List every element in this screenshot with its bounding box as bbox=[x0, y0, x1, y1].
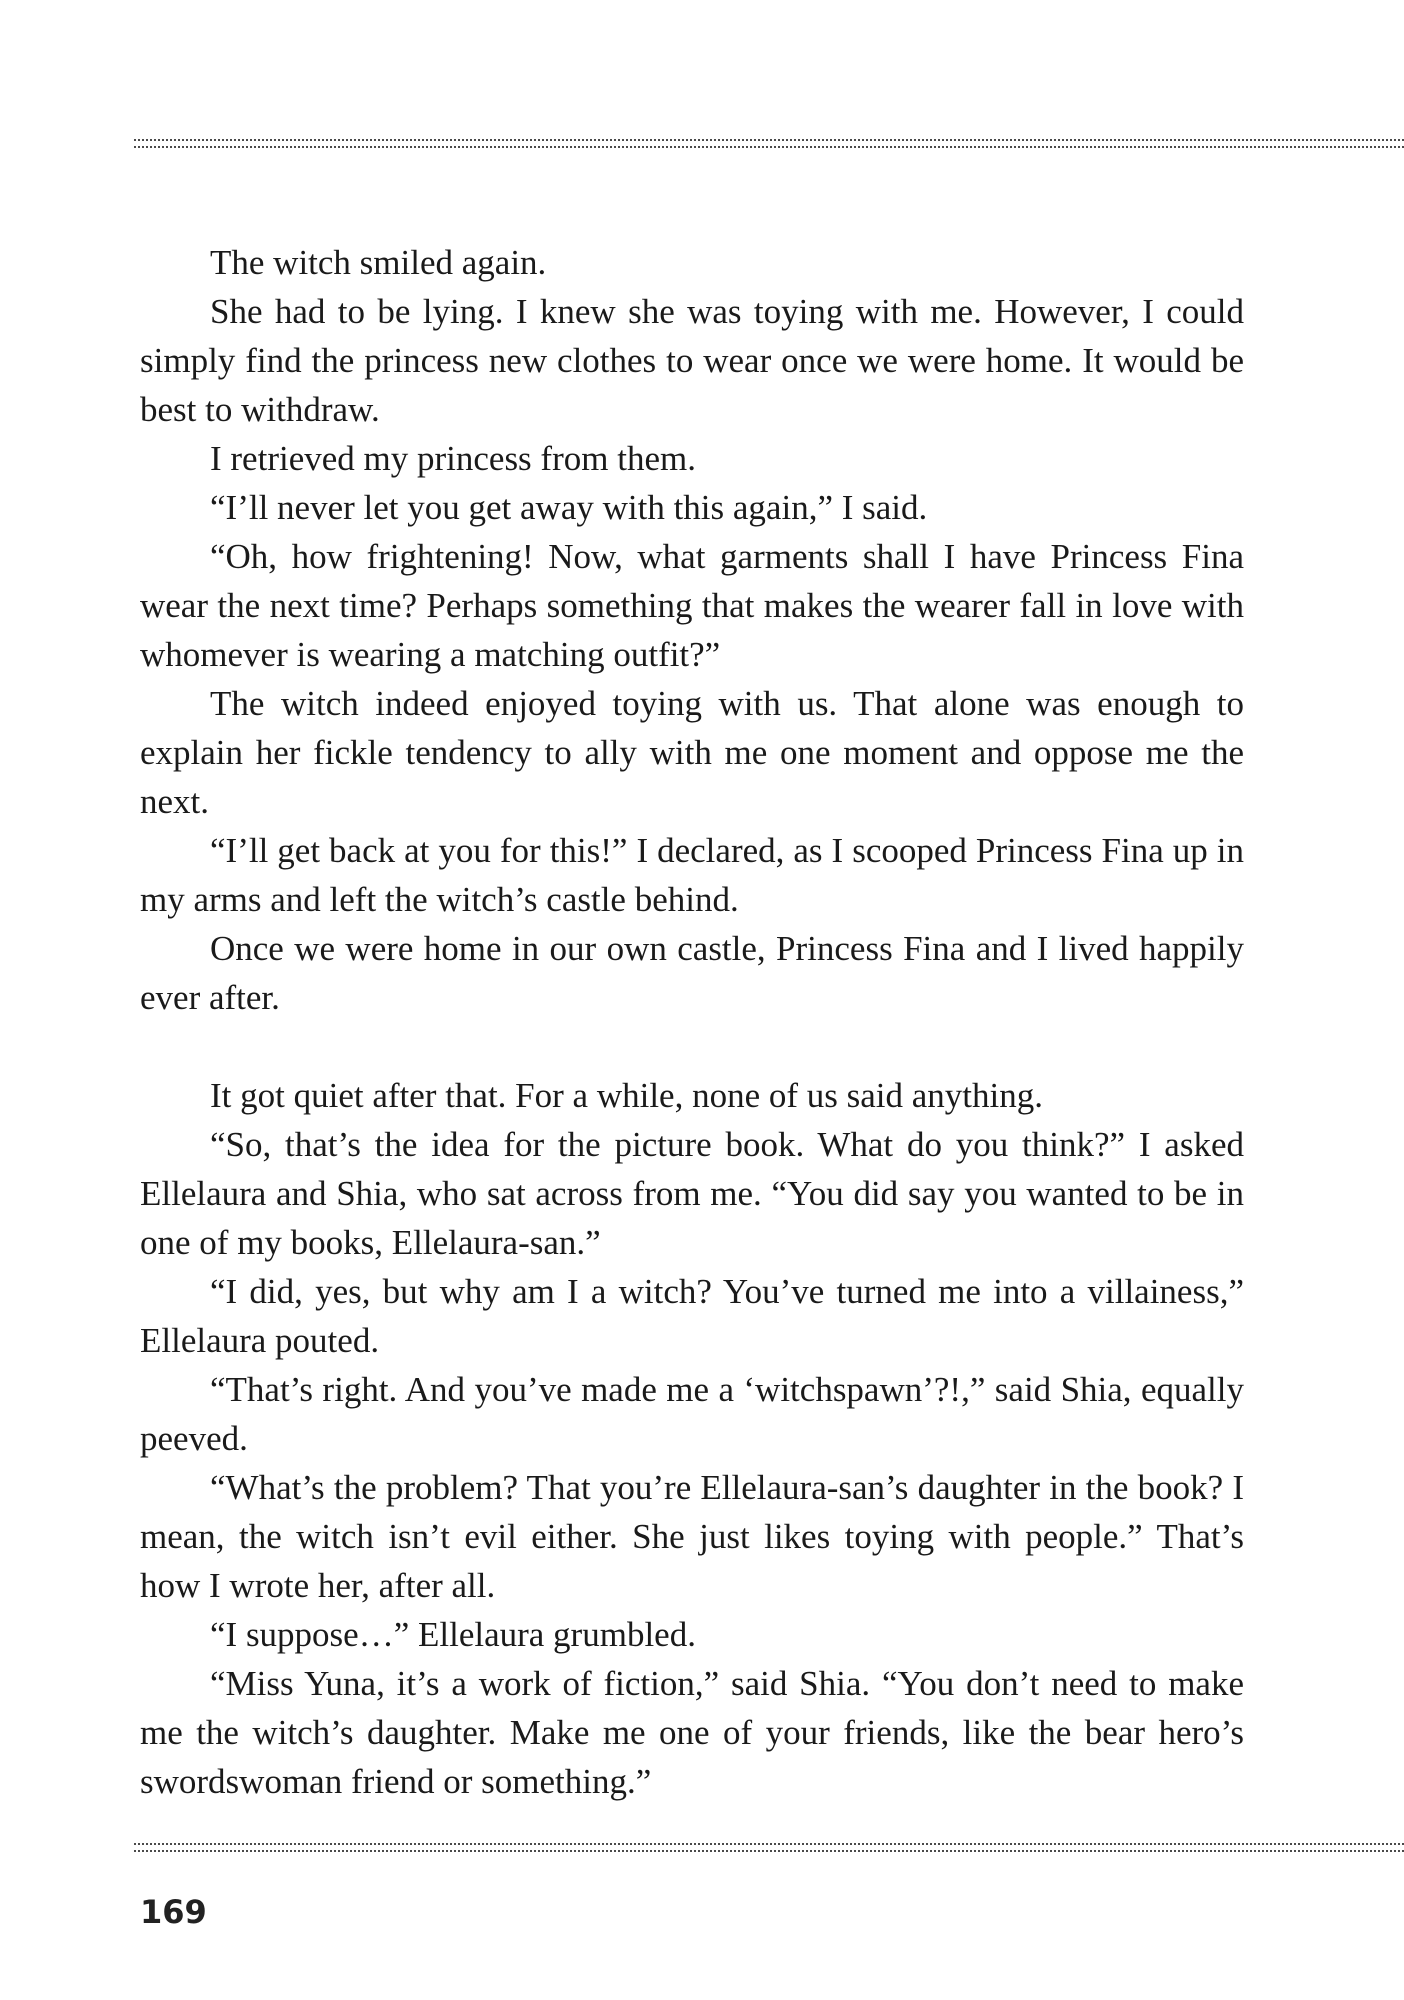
paragraph: “Miss Yuna, it’s a work of fiction,” said Shia. “You don’t need to make me the witch’s daughter. Make me one of your friends, like the bear hero’s swordswoman friend or something.” bbox=[140, 1664, 1244, 1801]
paragraph: The witch indeed enjoyed toying with us. That alone was enough to explain her fickle tendency to ally with me one moment and oppose me the next. bbox=[140, 684, 1244, 821]
paragraph: “I suppose…” Ellelaura grumbled. bbox=[210, 1615, 696, 1654]
paragraph: “What’s the problem? That you’re Ellelaura-san’s daughter in the book? I mean, the witch isn’t evil either. She just likes toying with people.” That’s how I wrote her, after all. bbox=[140, 1468, 1244, 1605]
paragraph: “I did, yes, but why am I a witch? You’ve turned me into a villainess,” Ellelaura pouted. bbox=[140, 1272, 1244, 1360]
paragraph: “Oh, how frightening! Now, what garments shall I have Princess Fina wear the next time? Perhaps something that makes the wearer fall in love with whomever is wearing a matching outfit?” bbox=[140, 537, 1244, 674]
paragraph: Once we were home in our own castle, Princess Fina and I lived happily ever after. bbox=[140, 929, 1244, 1017]
footer-rule bbox=[134, 1843, 1404, 1852]
body-text bbox=[140, 238, 1244, 1806]
scene-break bbox=[140, 1022, 1244, 1071]
paragraph: It got quiet after that. For a while, none of us said anything. bbox=[210, 1076, 1044, 1115]
paragraph: She had to be lying. I knew she was toying with me. However, I could simply find the princess new clothes to wear once we were home. It would be best to withdraw. bbox=[140, 292, 1244, 429]
page-number: 169 bbox=[140, 1893, 207, 1931]
paragraph: “So, that’s the idea for the picture book. What do you think?” I asked Ellelaura and Shia, who sat across from me. “You did say you wanted to be in one of my books, Ellelaura-san.” bbox=[140, 1125, 1244, 1262]
header-rule bbox=[134, 139, 1404, 148]
paragraph: The witch smiled again. bbox=[210, 243, 547, 282]
paragraph: I retrieved my princess from them. bbox=[210, 439, 696, 478]
paragraph: “I’ll get back at you for this!” I declared, as I scooped Princess Fina up in my arms and left the witch’s castle behind. bbox=[140, 831, 1244, 919]
paragraph: “That’s right. And you’ve made me a ‘witchspawn’?!,” said Shia, equally peeved. bbox=[140, 1370, 1244, 1458]
paragraph: “I’ll never let you get away with this again,” I said. bbox=[210, 488, 928, 527]
